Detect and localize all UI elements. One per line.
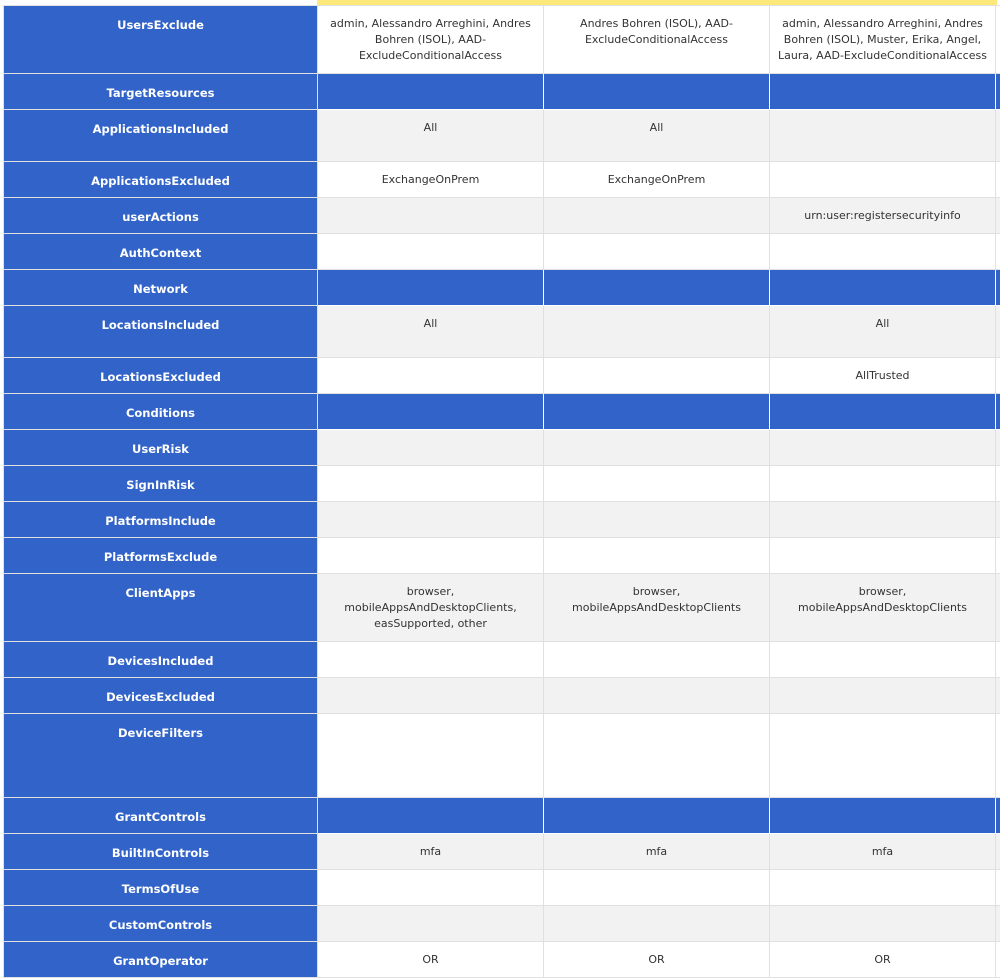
- policy-3-cell: [770, 234, 996, 270]
- policy-2-cell: [544, 502, 770, 538]
- policy-3-cell: [770, 906, 996, 942]
- row-label: SignInRisk: [126, 478, 195, 492]
- cell-value: urn:user:registersecurityinfo: [804, 209, 961, 222]
- policy-3-cell: [770, 162, 996, 198]
- overflow-cell: [996, 678, 1000, 714]
- overflow-cell: [996, 306, 1000, 358]
- cell-value: mfa: [419, 845, 442, 858]
- policy-1-cell: [318, 574, 544, 642]
- policy-3-cell: [770, 270, 996, 306]
- overflow-cell: [996, 906, 1000, 942]
- cell-value: All: [423, 317, 438, 330]
- policy-1-cell: [318, 6, 544, 74]
- row-label-cell: [4, 642, 318, 678]
- policy-1-cell: [318, 678, 544, 714]
- policy-2-cell: [544, 270, 770, 306]
- cell-value: [544, 234, 769, 244]
- overflow-cell: [996, 198, 1000, 234]
- row-label-cell: [4, 834, 318, 870]
- cell-value: [544, 642, 769, 652]
- cell-value: [318, 678, 543, 688]
- policy-1-cell: [318, 834, 544, 870]
- policy-2-cell: [544, 642, 770, 678]
- policy-3-cell: [770, 714, 996, 798]
- section-row: [4, 74, 1000, 110]
- overflow-cell: [996, 394, 1000, 430]
- cell-value: All: [423, 121, 438, 134]
- row-label-cell: [4, 110, 318, 162]
- table-row: [4, 834, 1000, 870]
- table-row: [4, 198, 1000, 234]
- row-label-cell: [4, 942, 318, 978]
- cell-value: [544, 430, 769, 440]
- row-label: LocationsExcluded: [100, 370, 221, 384]
- policy-2-cell: [544, 198, 770, 234]
- policy-2-cell: [544, 74, 770, 110]
- row-label: Conditions: [125, 406, 196, 420]
- policy-3-cell: [770, 358, 996, 394]
- cell-value: [544, 198, 769, 208]
- overflow-cell: [996, 6, 1000, 74]
- policy-1-cell: [318, 642, 544, 678]
- cell-value: [544, 358, 769, 368]
- cell-value: AllTrusted: [855, 369, 910, 382]
- cell-value: All: [649, 121, 664, 134]
- cell-value: OR: [422, 953, 439, 966]
- overflow-cell: [996, 642, 1000, 678]
- cell-value: [544, 466, 769, 476]
- cell-value: admin, Alessandro Arreghini, Andres Bohren (ISOL), AAD-ExcludeConditionalAccess: [330, 17, 531, 62]
- cell-value: browser, mobileAppsAndDesktopClients, easSupported, other: [344, 585, 517, 630]
- row-label: UserRisk: [132, 442, 189, 456]
- table-row: [4, 906, 1000, 942]
- cell-value: [544, 870, 769, 880]
- policy-1-cell: [318, 430, 544, 466]
- row-label: DeviceFilters: [118, 726, 203, 740]
- row-label-cell: [4, 538, 318, 574]
- row-label-cell: [4, 714, 318, 798]
- cell-value: [318, 642, 543, 652]
- cell-value: All: [875, 317, 890, 330]
- row-label-cell: [4, 358, 318, 394]
- policy-1-cell: [318, 306, 544, 358]
- policy-1-cell: [318, 798, 544, 834]
- policy-1-cell: [318, 110, 544, 162]
- cell-value: [544, 306, 769, 316]
- policy-3-cell: [770, 574, 996, 642]
- overflow-cell: [996, 110, 1000, 162]
- row-label-cell: [4, 6, 318, 74]
- policy-1-cell: [318, 942, 544, 978]
- cell-value: [770, 678, 995, 688]
- cell-value: [544, 74, 769, 84]
- overflow-cell: [996, 234, 1000, 270]
- cell-value: mfa: [871, 845, 894, 858]
- cell-value: [544, 538, 769, 548]
- overflow-cell: [996, 942, 1000, 978]
- policy-3-cell: [770, 870, 996, 906]
- table-row: [4, 306, 1000, 358]
- policy-2-cell: [544, 942, 770, 978]
- row-label: PlatformsInclude: [105, 514, 216, 528]
- cell-value: [770, 502, 995, 512]
- policy-3-cell: [770, 678, 996, 714]
- table-row: [4, 870, 1000, 906]
- row-label-cell: [4, 466, 318, 502]
- table-row: [4, 358, 1000, 394]
- cell-value: Andres Bohren (ISOL), AAD-ExcludeConditionalAccess: [580, 17, 733, 46]
- policy-2-cell: [544, 906, 770, 942]
- cell-value: [770, 714, 995, 724]
- cell-value: [544, 678, 769, 688]
- cell-value: [318, 74, 543, 84]
- row-label-cell: [4, 798, 318, 834]
- row-label: userActions: [122, 210, 199, 224]
- cell-value: [318, 430, 543, 440]
- table-row: [4, 502, 1000, 538]
- policy-1-cell: [318, 538, 544, 574]
- policy-2-cell: [544, 466, 770, 502]
- row-label: TermsOfUse: [121, 882, 200, 896]
- table-row: [4, 6, 1000, 74]
- row-label: TargetResources: [106, 86, 215, 100]
- cell-value: [770, 270, 995, 280]
- row-label-cell: [4, 394, 318, 430]
- cell-value: browser, mobileAppsAndDesktopClients: [572, 585, 741, 614]
- policy-3-cell: [770, 110, 996, 162]
- policy-1-cell: [318, 162, 544, 198]
- section-row: [4, 798, 1000, 834]
- row-label: DevicesIncluded: [107, 654, 214, 668]
- policy-2-cell: [544, 714, 770, 798]
- policy-2-cell: [544, 430, 770, 466]
- row-label: LocationsIncluded: [101, 318, 220, 332]
- policy-3-cell: [770, 798, 996, 834]
- policy-2-cell: [544, 834, 770, 870]
- cell-value: mfa: [645, 845, 668, 858]
- policy-1-cell: [318, 906, 544, 942]
- policy-1-cell: [318, 234, 544, 270]
- overflow-cell: [996, 574, 1000, 642]
- policy-2-cell: [544, 6, 770, 74]
- cell-value: [318, 714, 543, 724]
- cell-value: [318, 394, 543, 404]
- row-label-cell: [4, 678, 318, 714]
- cell-value: [318, 870, 543, 880]
- row-label-cell: [4, 430, 318, 466]
- policy-3-cell: [770, 394, 996, 430]
- table-row: [4, 642, 1000, 678]
- row-label: UsersExclude: [117, 18, 204, 32]
- policy-3-cell: [770, 642, 996, 678]
- cell-value: [318, 466, 543, 476]
- row-label-cell: [4, 502, 318, 538]
- cell-value: [770, 906, 995, 916]
- cell-value: [318, 358, 543, 368]
- policy-1-cell: [318, 198, 544, 234]
- cell-value: [770, 538, 995, 548]
- row-label-cell: [4, 270, 318, 306]
- cell-value: [770, 430, 995, 440]
- policy-1-cell: [318, 270, 544, 306]
- cell-value: [544, 502, 769, 512]
- overflow-cell: [996, 714, 1000, 798]
- section-row: [4, 394, 1000, 430]
- cell-value: [318, 502, 543, 512]
- cell-value: [318, 538, 543, 548]
- cell-value: [318, 198, 543, 208]
- policy-1-cell: [318, 394, 544, 430]
- cell-value: [770, 394, 995, 404]
- row-label: PlatformsExclude: [103, 550, 218, 564]
- policy-2-cell: [544, 358, 770, 394]
- row-label: CustomControls: [108, 918, 213, 932]
- policy-1-cell: [318, 74, 544, 110]
- policy-2-cell: [544, 110, 770, 162]
- policy-3-cell: [770, 74, 996, 110]
- conditional-access-policy-table: [3, 5, 1000, 978]
- policy-2-cell: [544, 306, 770, 358]
- cell-value: [544, 906, 769, 916]
- row-label: AuthContext: [119, 246, 202, 260]
- row-label-cell: [4, 574, 318, 642]
- cell-value: [770, 110, 995, 120]
- policy-3-cell: [770, 198, 996, 234]
- policy-3-cell: [770, 502, 996, 538]
- table-row: [4, 942, 1000, 978]
- cell-value: [770, 870, 995, 880]
- table-row: [4, 466, 1000, 502]
- overflow-cell: [996, 870, 1000, 906]
- row-label: ClientApps: [125, 586, 196, 600]
- policy-3-cell: [770, 538, 996, 574]
- cell-value: [770, 642, 995, 652]
- table-row: [4, 678, 1000, 714]
- cell-value: [544, 394, 769, 404]
- policy-2-cell: [544, 394, 770, 430]
- policy-3-cell: [770, 942, 996, 978]
- row-label: ApplicationsExcluded: [91, 174, 230, 188]
- cell-value: [544, 798, 769, 808]
- policy-2-cell: [544, 870, 770, 906]
- row-label: ApplicationsIncluded: [92, 122, 229, 136]
- table-row: [4, 714, 1000, 798]
- row-label: GrantControls: [115, 810, 206, 824]
- policy-3-cell: [770, 6, 996, 74]
- policy-3-cell: [770, 466, 996, 502]
- table-row: [4, 574, 1000, 642]
- row-label-cell: [4, 74, 318, 110]
- cell-value: [770, 234, 995, 244]
- section-row: [4, 270, 1000, 306]
- cell-value: [318, 798, 543, 808]
- overflow-cell: [996, 270, 1000, 306]
- policy-3-cell: [770, 834, 996, 870]
- overflow-cell: [996, 430, 1000, 466]
- policy-2-cell: [544, 678, 770, 714]
- row-label-cell: [4, 162, 318, 198]
- cell-value: OR: [648, 953, 665, 966]
- overflow-cell: [996, 74, 1000, 110]
- policy-1-cell: [318, 358, 544, 394]
- row-label-cell: [4, 870, 318, 906]
- cell-value: [770, 798, 995, 808]
- overflow-cell: [996, 798, 1000, 834]
- overflow-cell: [996, 834, 1000, 870]
- overflow-cell: [996, 162, 1000, 198]
- table-row: [4, 110, 1000, 162]
- policy-2-cell: [544, 234, 770, 270]
- row-label-cell: [4, 198, 318, 234]
- policy-1-cell: [318, 714, 544, 798]
- cell-value: [318, 270, 543, 280]
- cell-value: [544, 714, 769, 724]
- policy-2-cell: [544, 798, 770, 834]
- overflow-cell: [996, 502, 1000, 538]
- row-label-cell: [4, 306, 318, 358]
- cell-value: browser, mobileAppsAndDesktopClients: [798, 585, 967, 614]
- row-label: GrantOperator: [113, 954, 208, 968]
- cell-value: [318, 906, 543, 916]
- policy-2-cell: [544, 574, 770, 642]
- cell-value: admin, Alessandro Arreghini, Andres Bohren (ISOL), Muster, Erika, Angel, Laura, AAD-ExcludeConditionalAccess: [778, 17, 987, 62]
- table-row: [4, 430, 1000, 466]
- table-row: [4, 538, 1000, 574]
- row-label-cell: [4, 234, 318, 270]
- cell-value: [770, 466, 995, 476]
- cell-value: ExchangeOnPrem: [607, 173, 706, 186]
- table-row: [4, 234, 1000, 270]
- row-label: DevicesExcluded: [106, 690, 215, 704]
- cell-value: [318, 234, 543, 244]
- cell-value: ExchangeOnPrem: [381, 173, 480, 186]
- cell-value: [770, 74, 995, 84]
- row-label: Network: [133, 282, 188, 296]
- cell-value: OR: [874, 953, 891, 966]
- overflow-cell: [996, 466, 1000, 502]
- row-label: BuiltInControls: [111, 846, 210, 860]
- policy-3-cell: [770, 430, 996, 466]
- policy-2-cell: [544, 162, 770, 198]
- policy-1-cell: [318, 466, 544, 502]
- row-label-cell: [4, 906, 318, 942]
- policy-1-cell: [318, 870, 544, 906]
- policy-1-cell: [318, 502, 544, 538]
- table-row: [4, 162, 1000, 198]
- policy-2-cell: [544, 538, 770, 574]
- cell-value: [544, 270, 769, 280]
- policy-3-cell: [770, 306, 996, 358]
- cell-value: [770, 162, 995, 172]
- overflow-cell: [996, 358, 1000, 394]
- overflow-cell: [996, 538, 1000, 574]
